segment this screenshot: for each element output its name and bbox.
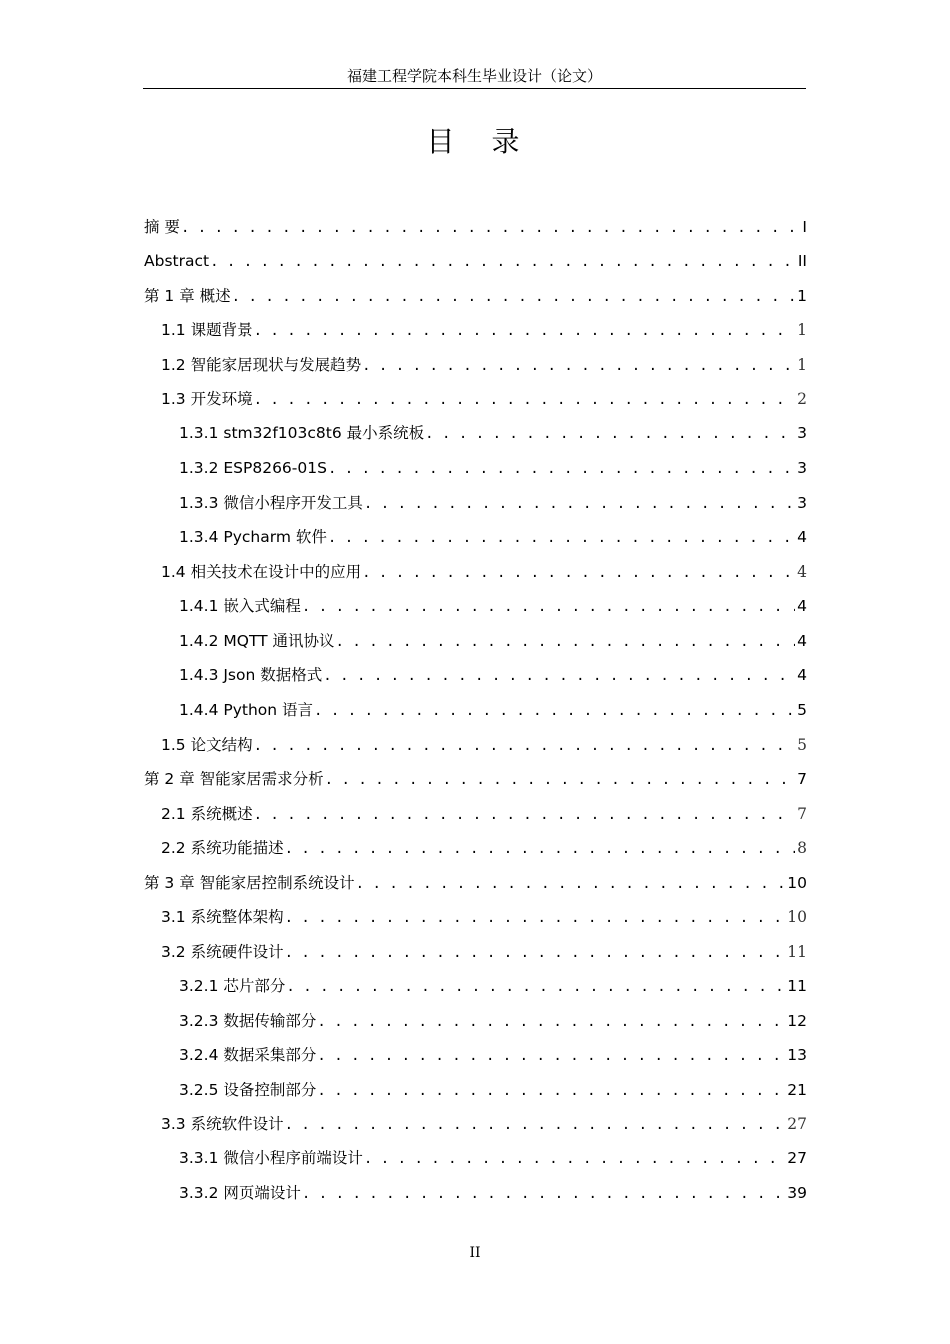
toc-label: 第 1 章 概述: [144, 287, 231, 305]
dot-leader: [232, 286, 795, 308]
toc-label: 1.4.3 Json 数据格式: [179, 666, 323, 684]
toc-label: 3.3 系统软件设计: [161, 1115, 284, 1133]
toc-page: II: [797, 252, 807, 270]
toc-page: 39: [787, 1184, 807, 1202]
toc-entry[interactable]: [179, 664, 807, 686]
toc-page: 4: [797, 597, 807, 615]
toc-page: 11: [787, 977, 807, 995]
page-title: 目 录: [426, 125, 534, 158]
toc-entry[interactable]: [144, 872, 807, 894]
toc-page: 7: [797, 805, 807, 823]
toc-entry[interactable]: [179, 699, 807, 721]
dot-leader: [254, 735, 796, 757]
toc-label: 1.3.3 微信小程序开发工具: [179, 494, 363, 512]
toc-label: 1.4 相关技术在设计中的应用: [161, 563, 362, 581]
toc-entry[interactable]: [161, 354, 807, 376]
dot-leader: [314, 700, 795, 722]
toc-label: Abstract: [144, 252, 210, 270]
toc-label: 3.2.1 芯片部分: [179, 977, 286, 995]
toc-entry[interactable]: [161, 906, 807, 928]
toc-label: 第 2 章 智能家居需求分析: [144, 770, 324, 788]
toc-page: 4: [797, 666, 807, 684]
toc-page: 4: [797, 528, 807, 546]
dot-leader: [364, 493, 795, 515]
toc-page: 1: [797, 321, 807, 339]
dot-leader: [210, 251, 796, 273]
toc-label: 1.3.4 Pycharm 软件: [179, 528, 327, 546]
toc-entry[interactable]: [144, 216, 807, 238]
toc-label: 第 3 章 智能家居控制系统设计: [144, 874, 355, 892]
toc-entry[interactable]: [179, 630, 807, 652]
toc-page: 21: [787, 1081, 807, 1099]
dot-leader: [362, 355, 795, 377]
toc-entry[interactable]: [161, 941, 807, 963]
dot-leader: [254, 389, 796, 411]
toc-entry[interactable]: [179, 1044, 807, 1066]
toc-page: 27: [787, 1149, 807, 1167]
toc-page: 13: [787, 1046, 807, 1064]
toc-entry[interactable]: [161, 734, 807, 756]
page-number: II: [469, 1245, 481, 1261]
toc-label: 1.1 课题背景: [161, 321, 253, 339]
dot-leader: [285, 907, 786, 929]
dot-leader: [336, 631, 796, 653]
dot-leader: [362, 562, 795, 584]
toc-label: 3.3.2 网页端设计: [179, 1184, 301, 1202]
toc-label: 1.4.4 Python 语言: [179, 701, 314, 719]
toc-page: I: [802, 218, 807, 236]
toc-entry[interactable]: [161, 803, 807, 825]
toc-label: 摘 要: [144, 218, 180, 236]
toc-entry[interactable]: [179, 457, 807, 479]
toc-entry[interactable]: [161, 1113, 807, 1135]
toc-entry[interactable]: [179, 595, 807, 617]
toc-page: 2: [797, 390, 807, 408]
dot-leader: [425, 423, 795, 445]
toc-label: 3.2.4 数据采集部分: [179, 1046, 317, 1064]
toc-page: 5: [797, 736, 807, 754]
dot-leader: [286, 976, 785, 998]
toc-entry[interactable]: [161, 388, 807, 410]
toc-label: 1.4.1 嵌入式编程: [179, 597, 301, 615]
toc-page: 11: [787, 943, 807, 961]
toc-page: 10: [787, 908, 807, 926]
dot-leader: [285, 838, 796, 860]
toc-label: 3.1 系统整体架构: [161, 908, 284, 926]
toc-page: 4: [797, 563, 807, 581]
toc-page: 1: [797, 356, 807, 374]
toc-entry[interactable]: [161, 561, 807, 583]
toc-page: 7: [797, 770, 807, 788]
toc-entry[interactable]: [179, 422, 807, 444]
toc-entry[interactable]: [144, 250, 807, 272]
toc-label: 1.3.1 stm32f103c8t6 最小系统板: [179, 424, 425, 442]
toc-label: 3.2 系统硬件设计: [161, 943, 284, 961]
toc-page: 3: [797, 424, 807, 442]
dot-leader: [328, 458, 795, 480]
dot-leader: [285, 1114, 786, 1136]
toc-page: 12: [787, 1012, 807, 1030]
toc-entry[interactable]: [179, 1147, 807, 1169]
dot-leader: [317, 1045, 785, 1067]
toc-entry[interactable]: [179, 526, 807, 548]
dot-leader: [364, 1148, 785, 1170]
dot-leader: [302, 596, 795, 618]
toc-entry[interactable]: [179, 1010, 807, 1032]
toc-label: 1.4.2 MQTT 通讯协议: [179, 632, 335, 650]
toc-entry[interactable]: [179, 975, 807, 997]
toc-entry[interactable]: [179, 1079, 807, 1101]
toc-page: 3: [797, 459, 807, 477]
toc-page: 5: [797, 701, 807, 719]
toc-label: 3.3.1 微信小程序前端设计: [179, 1149, 363, 1167]
dot-leader: [254, 320, 796, 342]
toc-entry[interactable]: [179, 492, 807, 514]
toc-page: 8: [797, 839, 807, 857]
toc-page: 4: [797, 632, 807, 650]
dot-leader: [325, 769, 795, 791]
toc-entry[interactable]: [161, 319, 807, 341]
toc-label: 1.5 论文结构: [161, 736, 253, 754]
toc-entry[interactable]: [161, 837, 807, 859]
toc-page: 1: [797, 287, 807, 305]
dot-leader: [317, 1080, 785, 1102]
dot-leader: [328, 527, 795, 549]
toc-entry[interactable]: [179, 1182, 807, 1204]
toc-label: 1.3.2 ESP8266-01S: [179, 459, 327, 477]
toc-label: 1.2 智能家居现状与发展趋势: [161, 356, 362, 374]
dot-leader: [356, 873, 786, 895]
dot-leader: [285, 942, 786, 964]
toc-label: 2.1 系统概述: [161, 805, 253, 823]
dot-leader: [181, 217, 800, 239]
toc-label: 1.3 开发环境: [161, 390, 253, 408]
toc-page: 10: [787, 874, 807, 892]
toc-page: 27: [787, 1115, 807, 1133]
toc-label: 2.2 系统功能描述: [161, 839, 284, 857]
running-header: 福建工程学院本科生毕业设计（论文）: [346, 67, 602, 85]
dot-leader: [254, 804, 796, 826]
dot-leader: [317, 1011, 785, 1033]
toc-entry[interactable]: [144, 768, 807, 790]
toc-page: 3: [797, 494, 807, 512]
toc-entry[interactable]: [144, 285, 807, 307]
dot-leader: [302, 1183, 785, 1205]
toc-label: 3.2.3 数据传输部分: [179, 1012, 317, 1030]
dot-leader: [323, 665, 795, 687]
toc-label: 3.2.5 设备控制部分: [179, 1081, 317, 1099]
